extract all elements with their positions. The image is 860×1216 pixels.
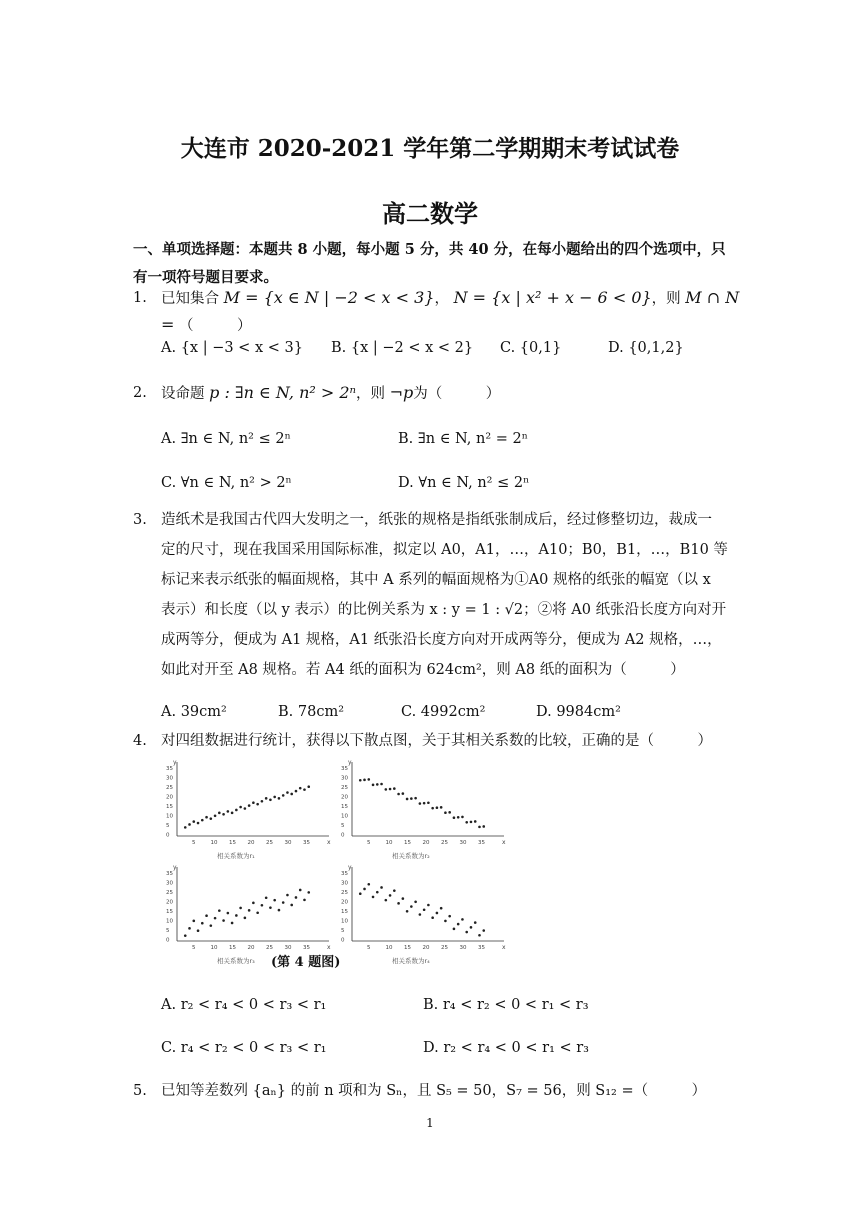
scatter-point (201, 819, 204, 822)
scatter-point (406, 910, 409, 913)
question-number: 5. (133, 1083, 147, 1099)
scatter-point (376, 891, 379, 894)
scatter-plot-figure (163, 758, 506, 976)
scatter-point (363, 779, 366, 782)
option-b: B. ∃n ∈ N, n² = 2ⁿ (398, 431, 529, 447)
scatter-point (184, 826, 187, 829)
x-tick-label: 25 (441, 840, 448, 846)
answer-blank: （ ） (179, 318, 252, 334)
scatter-point (465, 821, 468, 824)
scatter-point (380, 886, 383, 889)
option-d: D. r₂ < r₄ < 0 < r₁ < r₃ (423, 1040, 589, 1056)
scatter-point (436, 912, 439, 915)
option-a: A. ∃n ∈ N, n² ≤ 2ⁿ (161, 431, 291, 447)
x-tick-label: 30 (284, 945, 292, 951)
question-2 (133, 380, 733, 500)
scatter-point (423, 802, 426, 805)
scatter-point (453, 928, 456, 931)
scatter-point (227, 810, 230, 813)
scatter-point (197, 929, 200, 932)
plot-label: 相关系数为r₂ (392, 852, 430, 860)
y-tick-label: 15 (341, 909, 348, 915)
scatter-point (372, 784, 375, 787)
x-tick-label: 35 (303, 945, 310, 951)
scatter-point (448, 811, 451, 814)
x-tick-label: 5 (367, 945, 371, 951)
scatter-point (248, 909, 251, 912)
scatter-point (474, 921, 477, 924)
scatter-point (239, 907, 242, 910)
scatter-point (261, 800, 264, 803)
scatter-point (278, 797, 281, 800)
scatter-point (482, 825, 485, 828)
scatter-point (431, 916, 434, 919)
set-M: M = {x ∈ N | −2 < x < 3} (223, 288, 435, 307)
scatter-point (393, 889, 396, 892)
negation-p: ¬p (389, 383, 414, 402)
x-tick-label: 20 (247, 945, 255, 951)
scatter-point (261, 904, 264, 907)
y-tick-label: 30 (341, 775, 348, 782)
scatter-point (385, 788, 388, 791)
figure-caption: (第 4 题图) (271, 955, 341, 970)
scatter-point (252, 801, 255, 804)
x-tick-label: 30 (459, 945, 467, 951)
scatter-point (478, 826, 481, 829)
scatter-point (363, 888, 366, 891)
y-tick-label: 0 (166, 832, 170, 839)
scatter-point (286, 791, 289, 794)
y-axis-label: y (348, 759, 352, 766)
scatter-point (210, 817, 213, 820)
scatter-point (427, 904, 430, 907)
plot-label: 相关系数为r₁ (217, 852, 255, 860)
y-tick-label: 20 (341, 794, 348, 801)
scatter-point (273, 899, 276, 902)
y-tick-label: 10 (166, 918, 173, 925)
scatter-point (410, 905, 413, 908)
scatter-point (256, 803, 259, 806)
scatter-point (295, 790, 298, 793)
x-tick-label: 15 (229, 840, 236, 846)
scatter-point (239, 806, 242, 809)
x-axis-label: x (502, 839, 506, 846)
x-tick-label: 10 (385, 945, 393, 951)
x-axis-label: x (327, 944, 331, 951)
y-tick-label: 0 (341, 937, 345, 944)
scatter-point (380, 783, 383, 786)
y-tick-label: 25 (166, 890, 173, 896)
y-tick-label: 15 (166, 909, 173, 915)
scatter-point (218, 812, 221, 815)
scatter-point (184, 934, 187, 937)
scatter-point (210, 924, 213, 927)
scatter-point (385, 899, 388, 902)
scatter-point (307, 785, 310, 788)
x-tick-label: 5 (367, 840, 371, 846)
scatter-point (290, 793, 293, 796)
scatter-point (457, 816, 460, 819)
scatter-point (465, 931, 468, 934)
y-tick-label: 15 (341, 804, 348, 810)
question-stem (161, 285, 741, 339)
question-4 (133, 728, 733, 1068)
y-tick-label: 35 (341, 766, 348, 772)
scatter-point (269, 798, 272, 801)
y-tick-label: 20 (166, 899, 173, 906)
scatter-point (307, 891, 310, 894)
option-c: C. 4992cm² (401, 704, 486, 720)
scatter-point (431, 807, 434, 810)
scatter-point (265, 896, 268, 899)
scatter-point (252, 902, 255, 905)
x-tick-label: 10 (385, 840, 393, 846)
scatter-point (278, 909, 281, 912)
scatter-point (453, 816, 456, 819)
y-tick-label: 35 (166, 871, 173, 877)
scatter-point (457, 923, 460, 926)
scatter-point (235, 809, 238, 812)
scatter-point (461, 816, 464, 819)
option-a: A. r₂ < r₄ < 0 < r₃ < r₁ (161, 997, 327, 1013)
x-tick-label: 5 (192, 840, 196, 846)
scatter-point (214, 814, 217, 817)
intersection-expr: M ∩ N = (161, 288, 740, 334)
scatter-point (419, 913, 422, 916)
x-tick-label: 30 (284, 840, 292, 846)
scatter-point (188, 823, 191, 826)
scatter-point (256, 911, 259, 914)
option-c: C. r₄ < r₂ < 0 < r₃ < r₁ (161, 1040, 327, 1056)
answer-blank: 为（ ） (413, 386, 501, 402)
x-tick-label: 15 (404, 945, 411, 951)
scatter-point (470, 821, 473, 824)
y-tick-label: 20 (341, 899, 348, 906)
stem-line: 表示）和长度（以 y 表示）的比例关系为 x : y = 1 : √2；②将 A0 纸张沿长度方向对开 (161, 602, 727, 618)
scatter-point (397, 902, 400, 905)
y-tick-label: 10 (341, 918, 348, 925)
y-tick-label: 30 (166, 880, 173, 887)
scatter-point (303, 788, 306, 791)
question-stem (161, 505, 741, 685)
y-tick-label: 30 (166, 775, 173, 782)
scatter-point (359, 779, 362, 782)
scatter-point (214, 917, 217, 920)
x-tick-label: 15 (404, 840, 411, 846)
option-c: C. {0,1} (500, 340, 562, 356)
scatter-point (231, 812, 234, 815)
stem-text: ，则 (651, 291, 681, 307)
scatter-point (282, 794, 285, 797)
y-tick-label: 35 (341, 871, 348, 877)
x-tick-label: 10 (210, 945, 218, 951)
scatter-point (402, 897, 405, 900)
scatter-point (482, 929, 485, 932)
y-tick-label: 10 (166, 813, 173, 820)
option-b: B. 78cm² (278, 704, 345, 720)
y-tick-label: 25 (166, 785, 173, 791)
stem-text: 已知集合 (161, 291, 219, 307)
scatter-point (448, 915, 451, 918)
scatter-point (244, 807, 247, 810)
scatter-point (295, 896, 298, 899)
page-number: 1 (426, 1116, 434, 1130)
y-axis-label: y (173, 759, 177, 766)
scatter-point (248, 804, 251, 807)
plot-label: 相关系数为r₃ (217, 957, 255, 965)
proposition-p: p : ∃n ∈ N, n² > 2ⁿ (209, 383, 357, 402)
scatter-point (205, 816, 208, 819)
scatter-point (265, 797, 268, 800)
scatter-point (299, 889, 302, 892)
scatter-point (303, 899, 306, 902)
scatter-point (222, 813, 225, 816)
scatter-point (419, 802, 422, 805)
x-tick-label: 5 (192, 945, 196, 951)
x-tick-label: 30 (459, 840, 467, 846)
scatter-point (372, 896, 375, 899)
y-tick-label: 20 (166, 794, 173, 801)
scatter-point (444, 811, 447, 814)
scatter-point (273, 796, 276, 799)
question-1 (133, 285, 740, 375)
option-d: D. {0,1,2} (608, 340, 684, 356)
x-tick-label: 35 (478, 840, 485, 846)
scatter-point (218, 909, 221, 912)
scatter-point (393, 787, 396, 790)
section-heading-line2: 有一项符号题目要求。 (133, 269, 278, 286)
scatter-point (470, 926, 473, 929)
scatter-point (367, 778, 370, 781)
scatter-point (231, 922, 234, 925)
y-tick-label: 5 (341, 823, 345, 829)
scatter-point (359, 892, 362, 895)
section-heading (133, 236, 733, 292)
section-heading-line1: 一、单项选择题：本题共 8 小题，每小题 5 分，共 40 分，在每小题给出的四个选项中，只 (133, 241, 726, 258)
y-tick-label: 5 (166, 928, 170, 934)
x-tick-label: 20 (247, 840, 255, 846)
question-number: 4. (133, 733, 147, 749)
scatter-point (389, 894, 392, 897)
scatter-point (423, 908, 426, 911)
y-axis-label: y (173, 864, 177, 871)
scatter-point (188, 927, 191, 930)
y-tick-label: 0 (166, 937, 170, 944)
x-tick-label: 35 (303, 840, 310, 846)
scatter-point (414, 901, 417, 904)
option-d: D. ∀n ∈ N, n² ≤ 2ⁿ (398, 475, 530, 491)
y-tick-label: 5 (341, 928, 345, 934)
scatter-point (205, 914, 208, 917)
scatter-point (402, 792, 405, 795)
y-tick-label: 30 (341, 880, 348, 887)
stem-line: 造纸术是我国古代四大发明之一，纸张的规格是指纸张制成后，经过修整切边，裁成一 (161, 512, 712, 528)
y-tick-label: 0 (341, 832, 345, 839)
stem-text: 设命题 (161, 386, 205, 402)
scatter-point (244, 917, 247, 920)
question-stem: 对四组数据进行统计，获得以下散点图，关于其相关系数的比较，正确的是（ ） (161, 733, 712, 749)
scatter-point (367, 883, 370, 886)
plot-label: 相关系数为r₄ (392, 957, 430, 965)
question-number: 3. (133, 512, 147, 528)
question-stem (161, 380, 741, 407)
scatter-point (410, 797, 413, 800)
y-tick-label: 15 (166, 804, 173, 810)
x-tick-label: 20 (422, 945, 430, 951)
question-stem: 已知等差数列 {aₙ} 的前 n 项和为 Sₙ，且 S₅ = 50，S₇ = 56，则 S₁₂ =（ ） (161, 1083, 707, 1099)
set-N: N = {x | x² + x − 6 < 0} (453, 288, 652, 307)
stem-text: ，则 (356, 386, 386, 402)
option-b: B. {x | −2 < x < 2} (331, 340, 474, 356)
scatter-point (444, 920, 447, 923)
scatter-point (474, 820, 477, 823)
x-tick-label: 25 (266, 840, 273, 846)
option-c: C. ∀n ∈ N, n² > 2ⁿ (161, 475, 292, 491)
y-tick-label: 5 (166, 823, 170, 829)
scatter-point (436, 806, 439, 809)
scatter-point (427, 801, 430, 804)
stem-line: 成两等分，便成为 A1 规格，A1 纸张沿长度方向对开成两等分，便成为 A2 规格，…， (161, 632, 722, 648)
scatter-point (440, 806, 443, 809)
option-d: D. 9984cm² (536, 704, 621, 720)
scatter-point (227, 912, 230, 915)
y-axis-label: y (348, 864, 352, 871)
scatter-point (192, 920, 195, 923)
scatter-point (440, 907, 443, 910)
option-b: B. r₄ < r₂ < 0 < r₁ < r₃ (423, 997, 589, 1013)
scatter-point (376, 783, 379, 786)
x-tick-label: 35 (478, 945, 485, 951)
scatter-point (222, 919, 225, 922)
scatter-point (286, 894, 289, 897)
scatter-point (290, 904, 293, 907)
scatter-point (397, 793, 400, 796)
scatter-point (389, 788, 392, 791)
exam-subtitle: 高二数学 (382, 199, 478, 228)
y-tick-label: 35 (166, 766, 173, 772)
scatter-point (299, 787, 302, 790)
question-3 (133, 505, 733, 725)
y-tick-label: 10 (341, 813, 348, 820)
scatter-point (478, 934, 481, 937)
x-tick-label: 20 (422, 840, 430, 846)
x-tick-label: 10 (210, 840, 218, 846)
scatter-point (282, 901, 285, 904)
scatter-point (192, 820, 195, 823)
question-number: 1. (133, 290, 147, 306)
x-axis-label: x (327, 839, 331, 846)
option-a: A. 39cm² (161, 704, 227, 720)
x-tick-label: 25 (266, 945, 273, 951)
exam-title: 大连市 2020-2021 学年第二学期期末考试试卷 (180, 135, 680, 162)
stem-line: 如此对开至 A8 规格。若 A4 纸的面积为 624cm²，则 A8 纸的面积为（ ） (161, 662, 685, 678)
question-number: 2. (133, 385, 147, 401)
stem-sep: ， (434, 291, 449, 307)
option-a: A. {x | −3 < x < 3} (161, 340, 303, 356)
scatter-point (414, 797, 417, 800)
x-tick-label: 25 (441, 945, 448, 951)
stem-line: 定的尺寸，现在我国采用国际标准，拟定以 A0，A1，…，A10；B0，B1，…，B10 等 (161, 542, 728, 558)
stem-line: 标记来表示纸张的幅面规格，其中 A 系列的幅面规格为①A0 规格的纸张的幅宽（以 x (161, 572, 711, 588)
scatter-point (201, 922, 204, 925)
scatter-point (269, 906, 272, 909)
scatter-point (235, 914, 238, 917)
scatter-point (406, 798, 409, 801)
y-tick-label: 25 (341, 785, 348, 791)
x-tick-label: 15 (229, 945, 236, 951)
scatter-point (197, 822, 200, 825)
scatter-point (461, 918, 464, 921)
x-axis-label: x (502, 944, 506, 951)
y-tick-label: 25 (341, 890, 348, 896)
